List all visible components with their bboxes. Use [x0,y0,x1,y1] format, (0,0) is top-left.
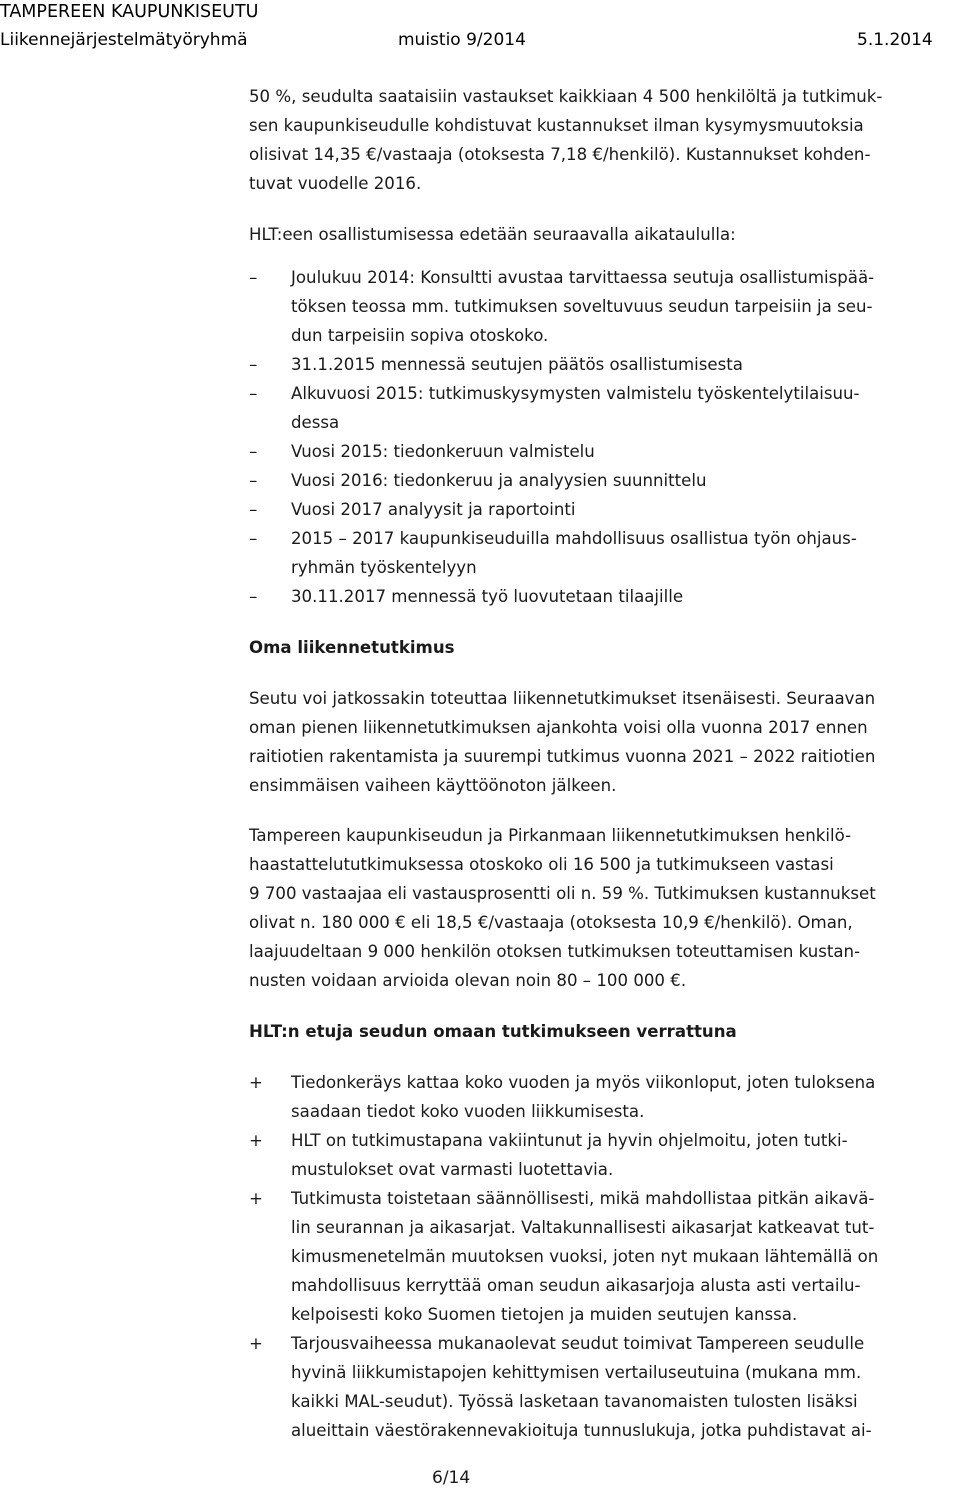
intro-paragraph [249,82,959,198]
list-item [249,379,959,437]
advantages-list [249,1068,959,1445]
list-item [249,437,959,466]
schedule-list [249,263,959,611]
header-meta-row [0,30,940,54]
plus-bullet: + [249,1334,263,1353]
list-item [249,524,959,582]
document-body [249,82,959,1445]
section-heading-hlt-edut: HLT:n etuja seudun omaan tutkimukseen verrattuna [249,1022,737,1041]
dash-bullet: – [249,355,258,374]
dash-bullet: – [249,529,258,548]
text-line: Tampereen kaupunkiseudun ja Pirkanmaan liikennetutkimuksen henkilö- [249,826,852,845]
text-line: olisivat 14,35 €/vastaaja (otoksesta 7,18 €/henkilö). Kustannukset kohden- [249,145,871,164]
dash-bullet: – [249,587,258,606]
list-item [249,466,959,495]
text-line: raitiotien rakentamista ja suurempi tutkimus vuonna 2021 – 2022 raitiotien [249,747,876,766]
text-line: 9 700 vastaajaa eli vastausprosentti oli n. 59 %. Tutkimuksen kustannukset [249,884,876,903]
text-line: haastattelututkimuksessa otoskoko oli 16 500 ja tutkimukseen vastasi [249,855,834,874]
list-item-line: HLT on tutkimustapana vakiintunut ja hyvin ohjelmoitu, joten tutki- [291,1131,848,1150]
section1-paragraph-2 [249,821,959,995]
department-name: Liikennejärjestelmätyöryhmä [0,30,248,50]
list-item [249,1184,959,1329]
list-item-line: 30.11.2017 mennessä työ luovutetaan tilaajille [291,587,684,606]
text-line: laajuudeltaan 9 000 henkilön otoksen tutkimuksen toteuttamisen kustan- [249,942,861,961]
list-item-line: dun tarpeisiin sopiva otoskoko. [291,326,549,345]
organization-name: TAMPEREEN KAUPUNKISEUTU [0,2,259,22]
schedule-intro: HLT:een osallistumisessa edetään seuraavalla aikataululla: [249,225,736,244]
text-line: sen kaupunkiseudulle kohdistuvat kustannukset ilman kysymysmuutoksia [249,116,864,135]
text-line: ensimmäisen vaiheen käyttöönoton jälkeen. [249,776,617,795]
list-item-line: 2015 – 2017 kaupunkiseuduilla mahdollisuus osallistua työn ohjaus- [291,529,857,548]
dash-bullet: – [249,384,258,403]
text-line: Seutu voi jatkossakin toteuttaa liikennetutkimukset itsenäisesti. Seuraavan [249,689,876,708]
list-item-line: mahdollisuus kerryttää oman seudun aikasarjoja alusta asti vertailu- [291,1276,861,1295]
list-item-line: 31.1.2015 mennessä seutujen päätös osallistumisesta [291,355,743,374]
list-item [249,495,959,524]
list-item [249,350,959,379]
text-line: 50 %, seudulta saataisiin vastaukset kaikkiaan 4 500 henkilöltä ja tutkimuk- [249,87,883,106]
list-item-line: alueittain väestörakennevakioituja tunnuslukuja, jotka puhdistavat ai- [291,1421,872,1440]
dash-bullet: – [249,442,258,461]
list-item [249,582,959,611]
plus-bullet: + [249,1131,263,1150]
list-item-line: dessa [291,413,340,432]
list-item-line: Vuosi 2015: tiedonkeruun valmistelu [291,442,595,461]
list-item-line: Tiedonkeräys kattaa koko vuoden ja myös viikonloput, joten tuloksena [291,1073,876,1092]
list-item-line: Vuosi 2017 analyysit ja raportointi [291,500,576,519]
list-item-line: kimusmenetelmän muutoksen vuoksi, joten nyt mukaan lähtemällä on [291,1247,879,1266]
list-item-line: ryhmän työskentelyyn [291,558,477,577]
list-item-line: Alkuvuosi 2015: tutkimuskysymysten valmistelu työskentelytilaisuu- [291,384,860,403]
dash-bullet: – [249,500,258,519]
list-item-line: kelpoisesti koko Suomen tietojen ja muiden seutujen kanssa. [291,1305,798,1324]
page-number: 6/14 [432,1468,471,1488]
list-item-line: hyvinä liikkumistapojen kehittymisen vertailuseutuina (mukana mm. [291,1363,862,1382]
plus-bullet: + [249,1073,263,1092]
text-line: tuvat vuodelle 2016. [249,174,422,193]
list-item-line: töksen teossa mm. tutkimuksen soveltuvuus seudun tarpeisiin ja seu- [291,297,873,316]
list-item-line: mustulokset ovat varmasti luotettavia. [291,1160,614,1179]
list-item-line: Tarjousvaiheessa mukanaolevat seudut toimivat Tampereen seudulle [291,1334,865,1353]
memo-number: muistio 9/2014 [398,30,526,50]
list-item-line: kaikki MAL-seudut). Työssä lasketaan tavanomaisten tulosten lisäksi [291,1392,858,1411]
dash-bullet: – [249,268,258,287]
list-item-line: lin seurannan ja aikasarjat. Valtakunnallisesti aikasarjat katkeavat tut- [291,1218,875,1237]
section1-paragraph-1 [249,684,959,800]
memo-date: 5.1.2014 [857,30,933,50]
plus-bullet: + [249,1189,263,1208]
list-item [249,1068,959,1126]
dash-bullet: – [249,471,258,490]
list-item [249,1329,959,1445]
list-item-line: Joulukuu 2014: Konsultti avustaa tarvittaessa seutuja osallistumispää- [291,268,875,287]
text-line: olivat n. 180 000 € eli 18,5 €/vastaaja (otoksesta 10,9 €/henkilö). Oman, [249,913,853,932]
list-item [249,263,959,350]
list-item-line: saadaan tiedot koko vuoden liikkumisesta. [291,1102,645,1121]
section-heading-oma-liikennetutkimus: Oma liikennetutkimus [249,638,455,657]
text-line: nusten voidaan arvioida olevan noin 80 – 100 000 €. [249,971,687,990]
list-item-line: Tutkimusta toistetaan säännöllisesti, mikä mahdollistaa pitkän aikavä- [291,1189,875,1208]
text-line: oman pienen liikennetutkimuksen ajankohta voisi olla vuonna 2017 ennen [249,718,868,737]
list-item-line: Vuosi 2016: tiedonkeruu ja analyysien suunnittelu [291,471,707,490]
list-item [249,1126,959,1184]
